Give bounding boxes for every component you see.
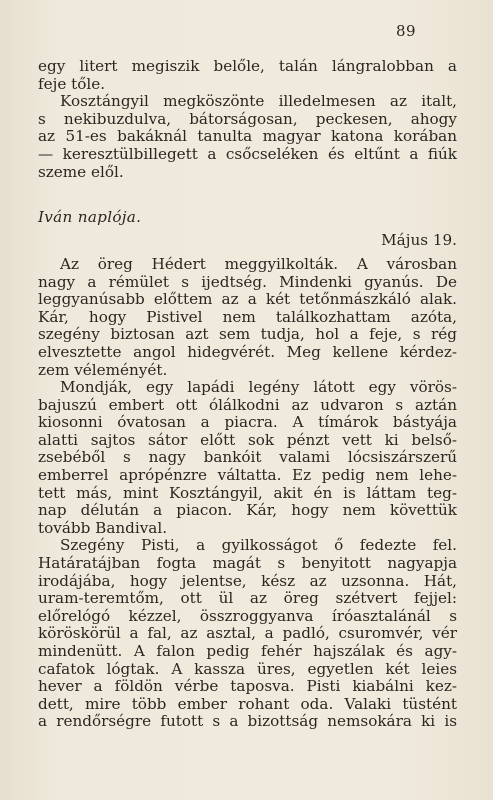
text-line: tett más, mint Kosztángyil, akit én is láttam teg- xyxy=(38,483,457,502)
text-line: Az öreg Hédert meggyilkolták. A városban xyxy=(60,254,457,273)
paragraph-3 xyxy=(38,256,457,379)
text-line: szeme elől. xyxy=(38,162,124,181)
text-line: uram-teremtőm, ott ül az öreg szétvert fejjel: xyxy=(38,589,457,608)
text-line: leggyanúsabb előttem az a két tetőnmászkáló alak. xyxy=(38,290,457,309)
text-line: feje tőle. xyxy=(38,74,106,93)
text-line: s nekibuzdulva, bátorságosan, peckesen, ahogy xyxy=(38,109,457,128)
text-line: előrelógó kézzel, összroggyanva íróasztalánál s xyxy=(38,606,457,625)
page-text xyxy=(38,58,457,731)
text-line: — keresztülbillegett a csőcseléken és eltűnt a fiúk xyxy=(38,144,457,163)
text-line: emberrel aprópénzre váltatta. Ez pedig nem lehe- xyxy=(38,466,457,485)
text-line: nagy a rémület s ijedtség. Mindenki gyanús. De xyxy=(38,272,457,291)
page-number: 89 xyxy=(396,22,417,40)
text-line: elvesztette angol hidegvérét. Meg kellene kérdez- xyxy=(38,342,457,361)
text-line: irodájába, hogy jelentse, kész az uzsonna. Hát, xyxy=(38,571,457,590)
section-heading: Iván naplója. xyxy=(38,207,142,226)
paragraph-2 xyxy=(38,93,457,181)
text-line: egy litert megiszik belőle, talán lángralobban a xyxy=(38,57,457,75)
diary-date: Május 19. xyxy=(381,231,457,250)
text-line: az 51-es bakáknál tanulta magyar katona korában xyxy=(38,127,457,146)
text-line: tovább Bandival. xyxy=(38,518,168,537)
text-line: zem véleményét. xyxy=(38,360,168,379)
text-line: hever a földön vérbe taposva. Pisti kiabálni kez- xyxy=(38,677,457,696)
paragraph-5 xyxy=(38,537,457,731)
text-line: Kosztángyil megköszönte illedelmesen az italt, xyxy=(60,92,457,111)
text-line: szegény biztosan azt sem tudja, hol a feje, s rég xyxy=(38,325,457,344)
text-line: dett, mire több ember rohant oda. Valaki tüstént xyxy=(38,694,457,713)
text-line: kiosonni óvatosan a piacra. A tímárok bástyája xyxy=(38,413,457,432)
text-line: mindenütt. A falon pedig fehér hajszálak és agy- xyxy=(38,642,457,660)
paragraph-1 xyxy=(38,58,457,93)
text-line: nap délután a piacon. Kár, hogy nem követtük xyxy=(38,501,457,520)
text-line: bajuszú embert ott ólálkodni az udvaron s aztán xyxy=(38,395,457,414)
section-gap xyxy=(38,181,457,199)
text-line: cafatok lógtak. A kassza üres, egyetlen két leies xyxy=(38,659,457,678)
text-line: alatti sajtos sátor előtt sok pénzt vett ki belső- xyxy=(38,430,457,449)
text-line: a rendőrségre futott s a bizottság nemsokára ki is xyxy=(38,712,457,731)
text-line: Határatájban fogta magát s benyitott nagyapja xyxy=(38,554,457,573)
text-line: Kár, hogy Pistivel nem találkozhattam azóta, xyxy=(38,307,457,326)
text-line: Mondják, egy lapádi legény látott egy vörös- xyxy=(60,378,457,397)
text-line: Szegény Pisti, a gyilkosságot ő fedezte fel. xyxy=(60,536,457,555)
text-line: zsebéből s nagy bankóit valami lócsiszárszerű xyxy=(38,448,457,467)
paragraph-4 xyxy=(38,379,457,537)
text-line: köröskörül a fal, az asztal, a padló, csuromvér, vér xyxy=(38,624,457,643)
